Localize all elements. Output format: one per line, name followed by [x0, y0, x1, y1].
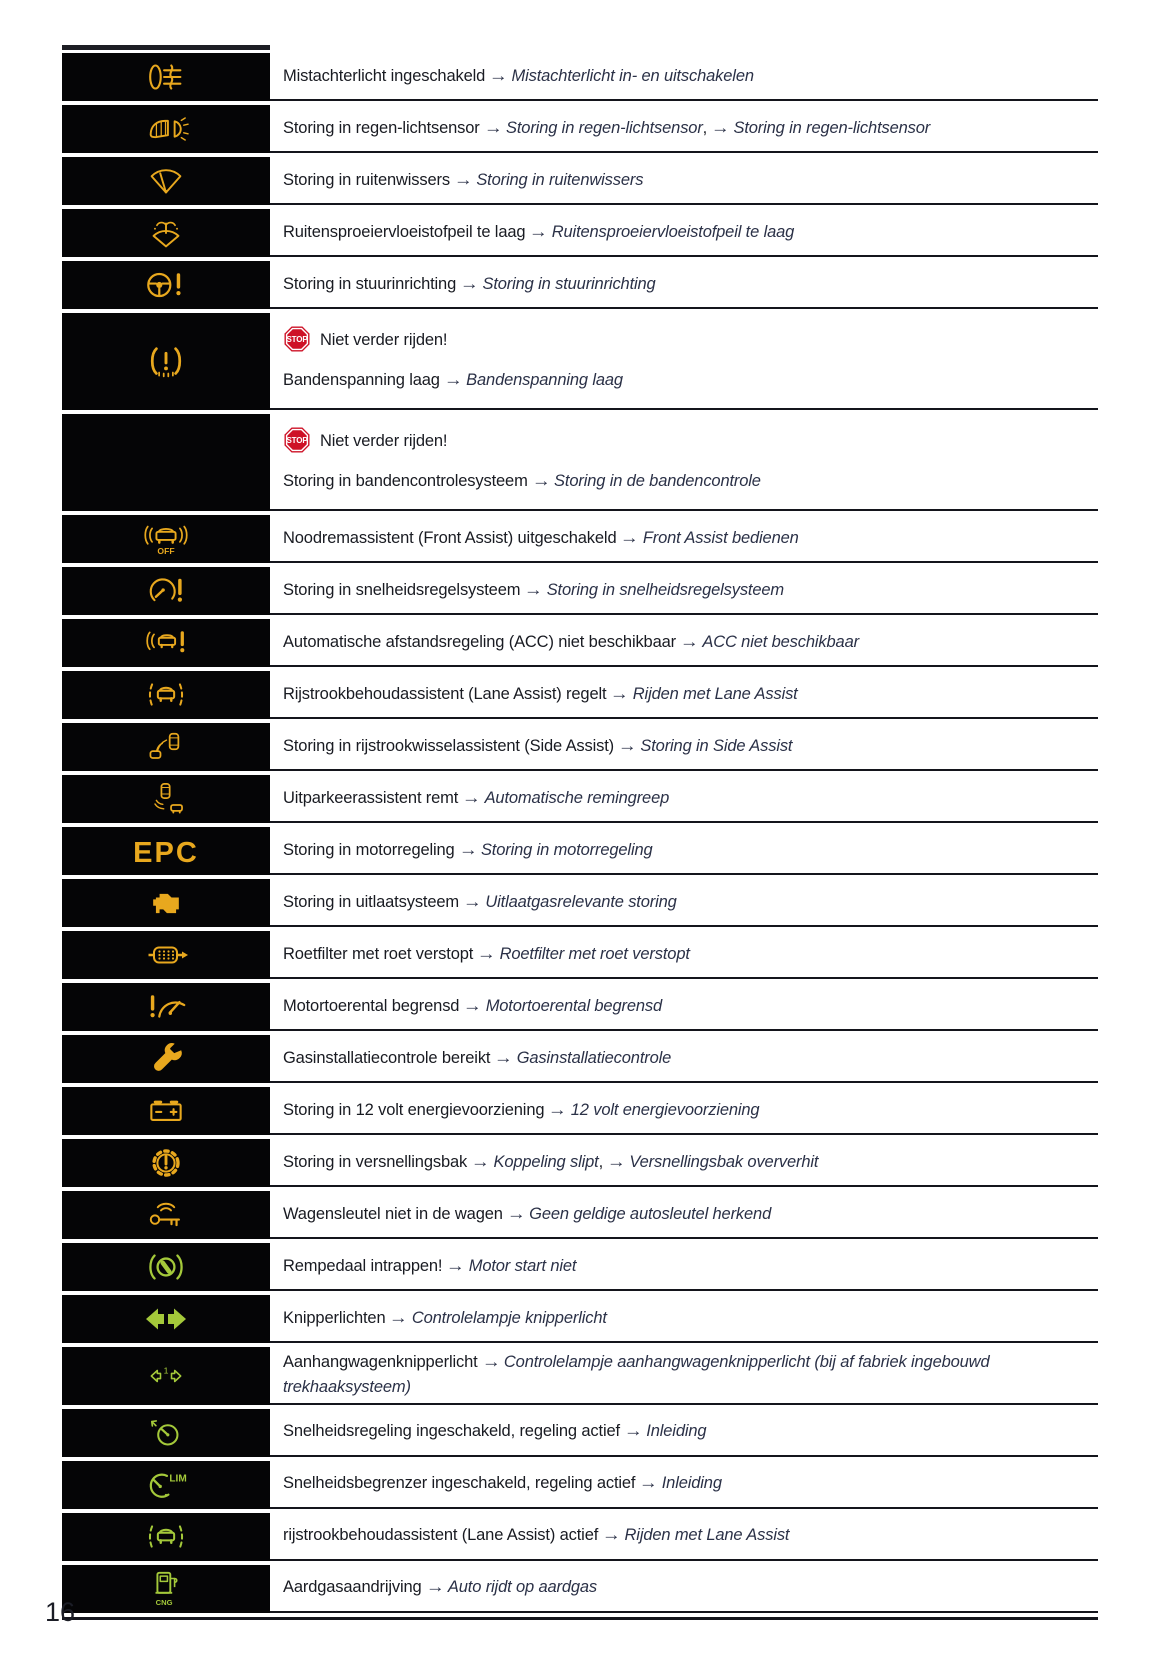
row-line: [283, 1471, 1092, 1496]
gearbox-warning-icon: [62, 1139, 270, 1187]
row-line: [283, 220, 1092, 245]
table-row: [62, 1565, 1098, 1613]
row-text: Storing in versnellingsbak: [283, 1152, 468, 1171]
row-description: [270, 723, 1098, 771]
reference-link[interactable]: Gasinstallatiecontrole: [516, 1048, 672, 1067]
table-row: [62, 775, 1098, 823]
stop-icon: [283, 325, 311, 353]
arrow-glyph: →: [458, 840, 478, 859]
reference-link[interactable]: Controlelampje aanhangwagenknipperlicht (bij af fabriek ingebouwd trekhaaksysteem): [283, 1353, 990, 1396]
reference-link[interactable]: Ruitensproeiervloeistofpeil te laag: [551, 222, 795, 241]
svg-text:LIM: LIM: [169, 1473, 187, 1485]
arrow-glyph: →: [462, 892, 482, 911]
row-text: Rijstrookbehoudassistent (Lane Assist) regelt: [283, 684, 607, 703]
rear-fog-light-icon: [62, 53, 270, 101]
table-row: [62, 1139, 1098, 1187]
table-row: [62, 1409, 1098, 1457]
table-row: [62, 53, 1098, 101]
reference-link[interactable]: Koppeling slipt: [493, 1152, 599, 1171]
table-bottom-border: [62, 1617, 1098, 1620]
arrow-glyph: →: [476, 944, 496, 963]
table-row: [62, 671, 1098, 719]
wrench-icon: [62, 1035, 270, 1083]
table-row: [62, 209, 1098, 257]
trailer-turn-icon: [62, 1347, 270, 1405]
arrow-glyph: →: [483, 118, 503, 137]
arrow-glyph: →: [481, 1353, 501, 1371]
row-text: Ruitensproeiervloeistofpeil te laag: [283, 222, 526, 241]
row-text: Storing in bandencontrolesysteem: [283, 472, 528, 491]
reference-link[interactable]: Storing in regen-lichtsensor: [506, 118, 703, 137]
warning-lights-table: [62, 45, 1098, 1620]
row-description: [270, 53, 1098, 101]
arrow-glyph: →: [679, 632, 699, 651]
row-description: [270, 567, 1098, 615]
lane-assist-icon: [62, 671, 270, 719]
row-text: Uitparkeerassistent remt: [283, 788, 459, 807]
key-icon: [62, 1191, 270, 1239]
row-description: [270, 1243, 1098, 1291]
reference-link[interactable]: Storing in stuurinrichting: [482, 274, 656, 293]
reference-link[interactable]: Auto rijdt op aardgas: [447, 1578, 598, 1597]
table-row: [62, 619, 1098, 667]
arrow-glyph: →: [461, 788, 481, 807]
row-text: Knipperlichten: [283, 1308, 386, 1327]
row-description: [270, 105, 1098, 153]
park-assist-brake-icon: [62, 775, 270, 823]
arrow-glyph: →: [446, 1256, 465, 1275]
table-row: [62, 1035, 1098, 1083]
reference-link[interactable]: Storing in snelheidsregelsysteem: [546, 580, 785, 599]
svg-text:OFF: OFF: [157, 545, 175, 556]
row-text: Aardgasaandrijving: [283, 1578, 422, 1597]
row-text: Niet verder rijden!: [320, 331, 448, 349]
arrow-glyph: →: [389, 1308, 409, 1327]
row-text: Storing in snelheidsregelsysteem: [283, 580, 521, 599]
reference-link[interactable]: Motortoerental begrensd: [485, 996, 663, 1015]
reference-link[interactable]: Rijden met Lane Assist: [632, 684, 798, 703]
reference-link[interactable]: Mistachterlicht in- en uitschakelen: [511, 66, 754, 85]
arrow-glyph: →: [617, 736, 637, 755]
row-description: [270, 1461, 1098, 1509]
row-line: [283, 786, 1092, 811]
row-text: Storing in motorregeling: [283, 840, 455, 859]
table-row: [62, 1191, 1098, 1239]
row-description: [270, 619, 1098, 667]
arrow-glyph: →: [710, 118, 730, 137]
arrow-glyph: →: [620, 528, 640, 547]
table-row: [62, 313, 1098, 410]
row-text: Wagensleutel niet in de wagen: [283, 1204, 503, 1223]
arrow-glyph: →: [506, 1204, 526, 1223]
row-line: [283, 469, 1092, 494]
reference-link[interactable]: Roetfilter met roet verstopt: [499, 944, 690, 963]
battery-icon: [62, 1087, 270, 1135]
svg-text:EPC: EPC: [133, 837, 199, 869]
table-row: [62, 983, 1098, 1031]
reference-link[interactable]: Storing in motorregeling: [480, 840, 653, 859]
row-text: Noodremassistent (Front Assist) uitgeschakeld: [283, 528, 617, 547]
rpm-limit-icon: [62, 983, 270, 1031]
row-description: [270, 1409, 1098, 1457]
reference-link[interactable]: ACC niet beschikbaar: [702, 632, 859, 651]
row-line: [283, 630, 1092, 655]
arrow-glyph: →: [601, 1526, 621, 1545]
row-description: [270, 1087, 1098, 1135]
row-text: Storing in rijstrookwisselassistent (Side Assist): [283, 736, 615, 755]
row-line: [283, 1350, 1092, 1400]
reference-link[interactable]: Storing in de bandencontrole: [554, 472, 761, 491]
row-line: [283, 1254, 1092, 1279]
row-description: [270, 1295, 1098, 1343]
brake-pedal-icon: [62, 1243, 270, 1291]
arrow-glyph: →: [459, 274, 479, 293]
row-description: [270, 313, 1098, 410]
row-description: [270, 1565, 1098, 1613]
table-row: [62, 414, 1098, 511]
reference-link[interactable]: 12 volt energievoorziening: [570, 1100, 760, 1119]
row-line: [283, 426, 1092, 454]
acc-warning-icon: [62, 619, 270, 667]
row-description: [270, 414, 1098, 511]
reference-link[interactable]: Controlelampje knipperlicht: [411, 1308, 607, 1327]
reference-link[interactable]: Motor start niet: [468, 1256, 577, 1275]
reference-link[interactable]: Versnellingsbak oververhit: [629, 1152, 819, 1171]
row-text: Rempedaal intrappen!: [283, 1256, 443, 1275]
empty-icon-cell: [62, 414, 270, 511]
turn-signals-icon: [62, 1295, 270, 1343]
row-description: [270, 931, 1098, 979]
row-text: ,: [598, 1152, 603, 1171]
row-text: ,: [702, 118, 708, 137]
table-top-border: [62, 45, 270, 50]
table-row: [62, 1461, 1098, 1509]
reference-link[interactable]: Uitlaatgasrelevante storing: [485, 892, 677, 911]
row-text: Motortoerental begrensd: [283, 996, 460, 1015]
row-line: [283, 1150, 1092, 1175]
table-row: [62, 1295, 1098, 1343]
row-line: [283, 272, 1092, 297]
table-row: [62, 515, 1098, 563]
stop-icon: [283, 426, 311, 454]
row-description: [270, 775, 1098, 823]
svg-text:CNG: CNG: [155, 1597, 173, 1607]
row-text: Automatische afstandsregeling (ACC) niet beschikbaar: [283, 632, 676, 651]
row-text: Gasinstallatiecontrole bereikt: [283, 1048, 491, 1067]
row-description: [270, 209, 1098, 257]
table-row: [62, 827, 1098, 875]
row-text: Roetfilter met roet verstopt: [283, 944, 474, 963]
row-description: [270, 157, 1098, 205]
rain-light-sensor-icon: [62, 105, 270, 153]
svg-text:1: 1: [163, 1365, 169, 1376]
washer-fluid-icon: [62, 209, 270, 257]
table-row: [62, 879, 1098, 927]
arrow-glyph: →: [488, 66, 508, 85]
row-text: Storing in uitlaatsysteem: [283, 892, 460, 911]
row-description: [270, 515, 1098, 563]
row-line: [283, 168, 1092, 193]
row-text: Storing in 12 volt energievoorziening: [283, 1100, 545, 1119]
row-line: [283, 734, 1092, 759]
row-line: [283, 1046, 1092, 1071]
svg-text:STOP: STOP: [286, 335, 308, 344]
engine-icon: [62, 879, 270, 927]
row-line: [283, 1419, 1092, 1444]
table-row: [62, 567, 1098, 615]
row-text: Storing in regen-lichtsensor: [283, 118, 480, 137]
row-text: Snelheidsregeling ingeschakeld, regeling actief: [283, 1422, 620, 1441]
reference-link[interactable]: Automatische remingreep: [484, 788, 670, 807]
arrow-glyph: →: [524, 580, 543, 599]
speed-limiter-icon: [62, 1461, 270, 1509]
epc-icon: [62, 827, 270, 875]
row-description: [270, 1139, 1098, 1187]
reference-link[interactable]: Front Assist bedienen: [642, 528, 799, 547]
table-row: [62, 723, 1098, 771]
row-description: [270, 261, 1098, 309]
row-text: Aanhangwagenknipperlicht: [283, 1353, 478, 1371]
table-row: [62, 1347, 1098, 1405]
front-assist-off-icon: [62, 515, 270, 563]
arrow-glyph: →: [443, 371, 463, 390]
table-row: [62, 1243, 1098, 1291]
row-text: rijstrookbehoudassistent (Lane Assist) actief: [283, 1526, 599, 1545]
row-text: Bandenspanning laag: [283, 371, 440, 390]
arrow-glyph: →: [548, 1100, 567, 1119]
table-row: [62, 105, 1098, 153]
row-description: [270, 983, 1098, 1031]
table-row: [62, 157, 1098, 205]
row-line: [283, 1523, 1092, 1548]
row-line: [283, 1575, 1092, 1600]
table-row: [62, 1513, 1098, 1561]
row-line: [283, 1202, 1092, 1227]
lane-assist-active-icon: [62, 1513, 270, 1561]
row-description: [270, 1513, 1098, 1561]
steering-warning-icon: [62, 261, 270, 309]
tire-pressure-icon: [62, 313, 270, 410]
row-line: [283, 64, 1092, 89]
cruise-fault-icon: [62, 567, 270, 615]
row-description: [270, 1035, 1098, 1083]
arrow-glyph: →: [425, 1578, 445, 1597]
row-text: Mistachterlicht ingeschakeld: [283, 66, 486, 85]
cng-icon: [62, 1565, 270, 1613]
reference-link[interactable]: Geen geldige autosleutel herkend: [529, 1204, 772, 1223]
reference-link[interactable]: Inleiding: [661, 1474, 722, 1493]
table-row: [62, 1087, 1098, 1135]
row-line: [283, 1306, 1092, 1331]
row-line: [283, 526, 1092, 551]
row-line: [283, 890, 1092, 915]
arrow-glyph: →: [531, 472, 551, 491]
row-line: [283, 1098, 1092, 1123]
row-description: [270, 671, 1098, 719]
table-rows: [62, 53, 1098, 1613]
arrow-glyph: →: [529, 222, 548, 241]
row-description: [270, 827, 1098, 875]
reference-link[interactable]: Storing in regen-lichtsensor: [733, 118, 931, 137]
reference-link[interactable]: Inleiding: [646, 1422, 707, 1441]
row-description: [270, 1347, 1098, 1405]
svg-text:STOP: STOP: [286, 436, 308, 445]
row-line: [283, 682, 1092, 707]
side-assist-icon: [62, 723, 270, 771]
reference-link[interactable]: Bandenspanning laag: [466, 371, 623, 390]
arrow-glyph: →: [494, 1048, 513, 1067]
wiper-icon: [62, 157, 270, 205]
page-number: 16: [45, 1597, 76, 1627]
row-text: Storing in stuurinrichting: [283, 274, 457, 293]
row-line: [283, 994, 1092, 1019]
row-line: [283, 368, 1092, 393]
arrow-glyph: →: [610, 684, 630, 703]
row-text: Snelheidsbegrenzer ingeschakeld, regeling actief: [283, 1474, 636, 1493]
arrow-glyph: →: [463, 996, 482, 1015]
reference-link[interactable]: Rijden met Lane Assist: [624, 1526, 790, 1545]
row-line: [283, 325, 1092, 353]
arrow-glyph: →: [639, 1474, 658, 1493]
row-line: [283, 578, 1092, 603]
arrow-glyph: →: [623, 1422, 643, 1441]
row-description: [270, 879, 1098, 927]
table-row: [62, 931, 1098, 979]
row-line: [283, 942, 1092, 967]
arrow-glyph: →: [453, 170, 473, 189]
row-line: [283, 838, 1092, 863]
arrow-glyph: →: [470, 1152, 490, 1171]
row-line: [283, 116, 1092, 141]
cruise-active-icon: [62, 1409, 270, 1457]
arrow-glyph: →: [606, 1152, 626, 1171]
row-description: [270, 1191, 1098, 1239]
reference-link[interactable]: Storing in Side Assist: [640, 736, 793, 755]
row-text: Storing in ruitenwissers: [283, 170, 450, 189]
reference-link[interactable]: Storing in ruitenwissers: [476, 170, 644, 189]
table-row: [62, 261, 1098, 309]
row-text: Niet verder rijden!: [320, 432, 448, 450]
particulate-filter-icon: [62, 931, 270, 979]
